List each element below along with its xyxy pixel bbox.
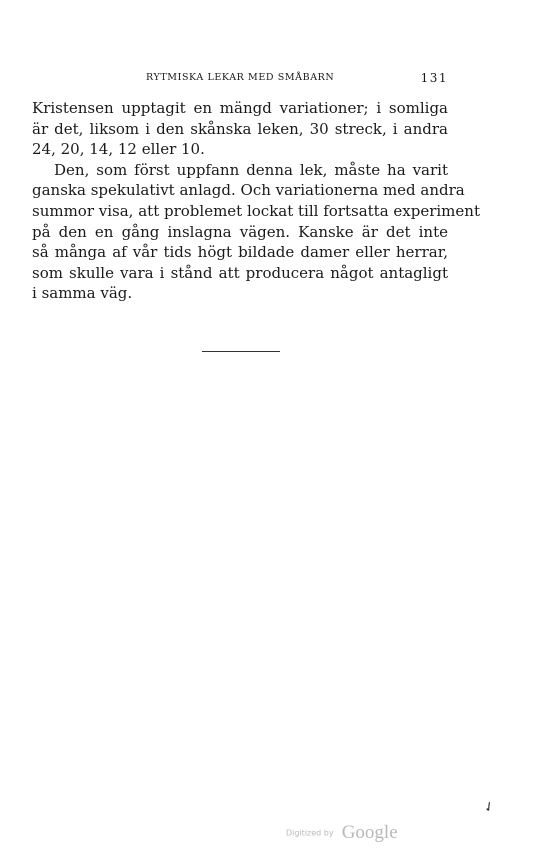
- text-line: 24, 20, 14, 12 eller 10.: [32, 140, 205, 159]
- running-title: RYTMISKA LEKAR MED SMÅBARN: [146, 72, 335, 83]
- text-line: ganska spekulativt anlagd. Och variationerna med andra: [32, 181, 465, 200]
- body-text: [32, 98, 480, 304]
- digitized-watermark: [286, 822, 398, 844]
- text-line: i samma väg.: [32, 284, 133, 303]
- section-divider: [202, 351, 280, 352]
- paragraph-2: [32, 160, 480, 304]
- text-line: på den en gång inslagna vägen. Kanske är det inte: [32, 222, 448, 241]
- text-line: Kristensen upptagit en mängd variationer; i somliga: [32, 99, 448, 117]
- text-line: summor visa, att problemet lockat till fortsatta experiment: [32, 201, 480, 220]
- running-head: [94, 70, 448, 86]
- text-line: Den, som först uppfann denna lek, måste ha varit: [54, 160, 448, 179]
- text-line: är det, liksom i den skånska leken, 30 streck, i andra: [32, 119, 448, 138]
- watermark-brand: Google: [341, 822, 398, 843]
- pencil-mark-icon: ✓: [480, 798, 498, 817]
- text-line: som skulle vara i stånd att producera något antagligt: [32, 263, 448, 282]
- watermark-prefix: Digitized by: [286, 828, 334, 838]
- text-line: så många af vår tids högt bildade damer eller herrar,: [32, 243, 448, 262]
- page-number: 131: [420, 71, 448, 85]
- paragraph-1: [32, 98, 448, 160]
